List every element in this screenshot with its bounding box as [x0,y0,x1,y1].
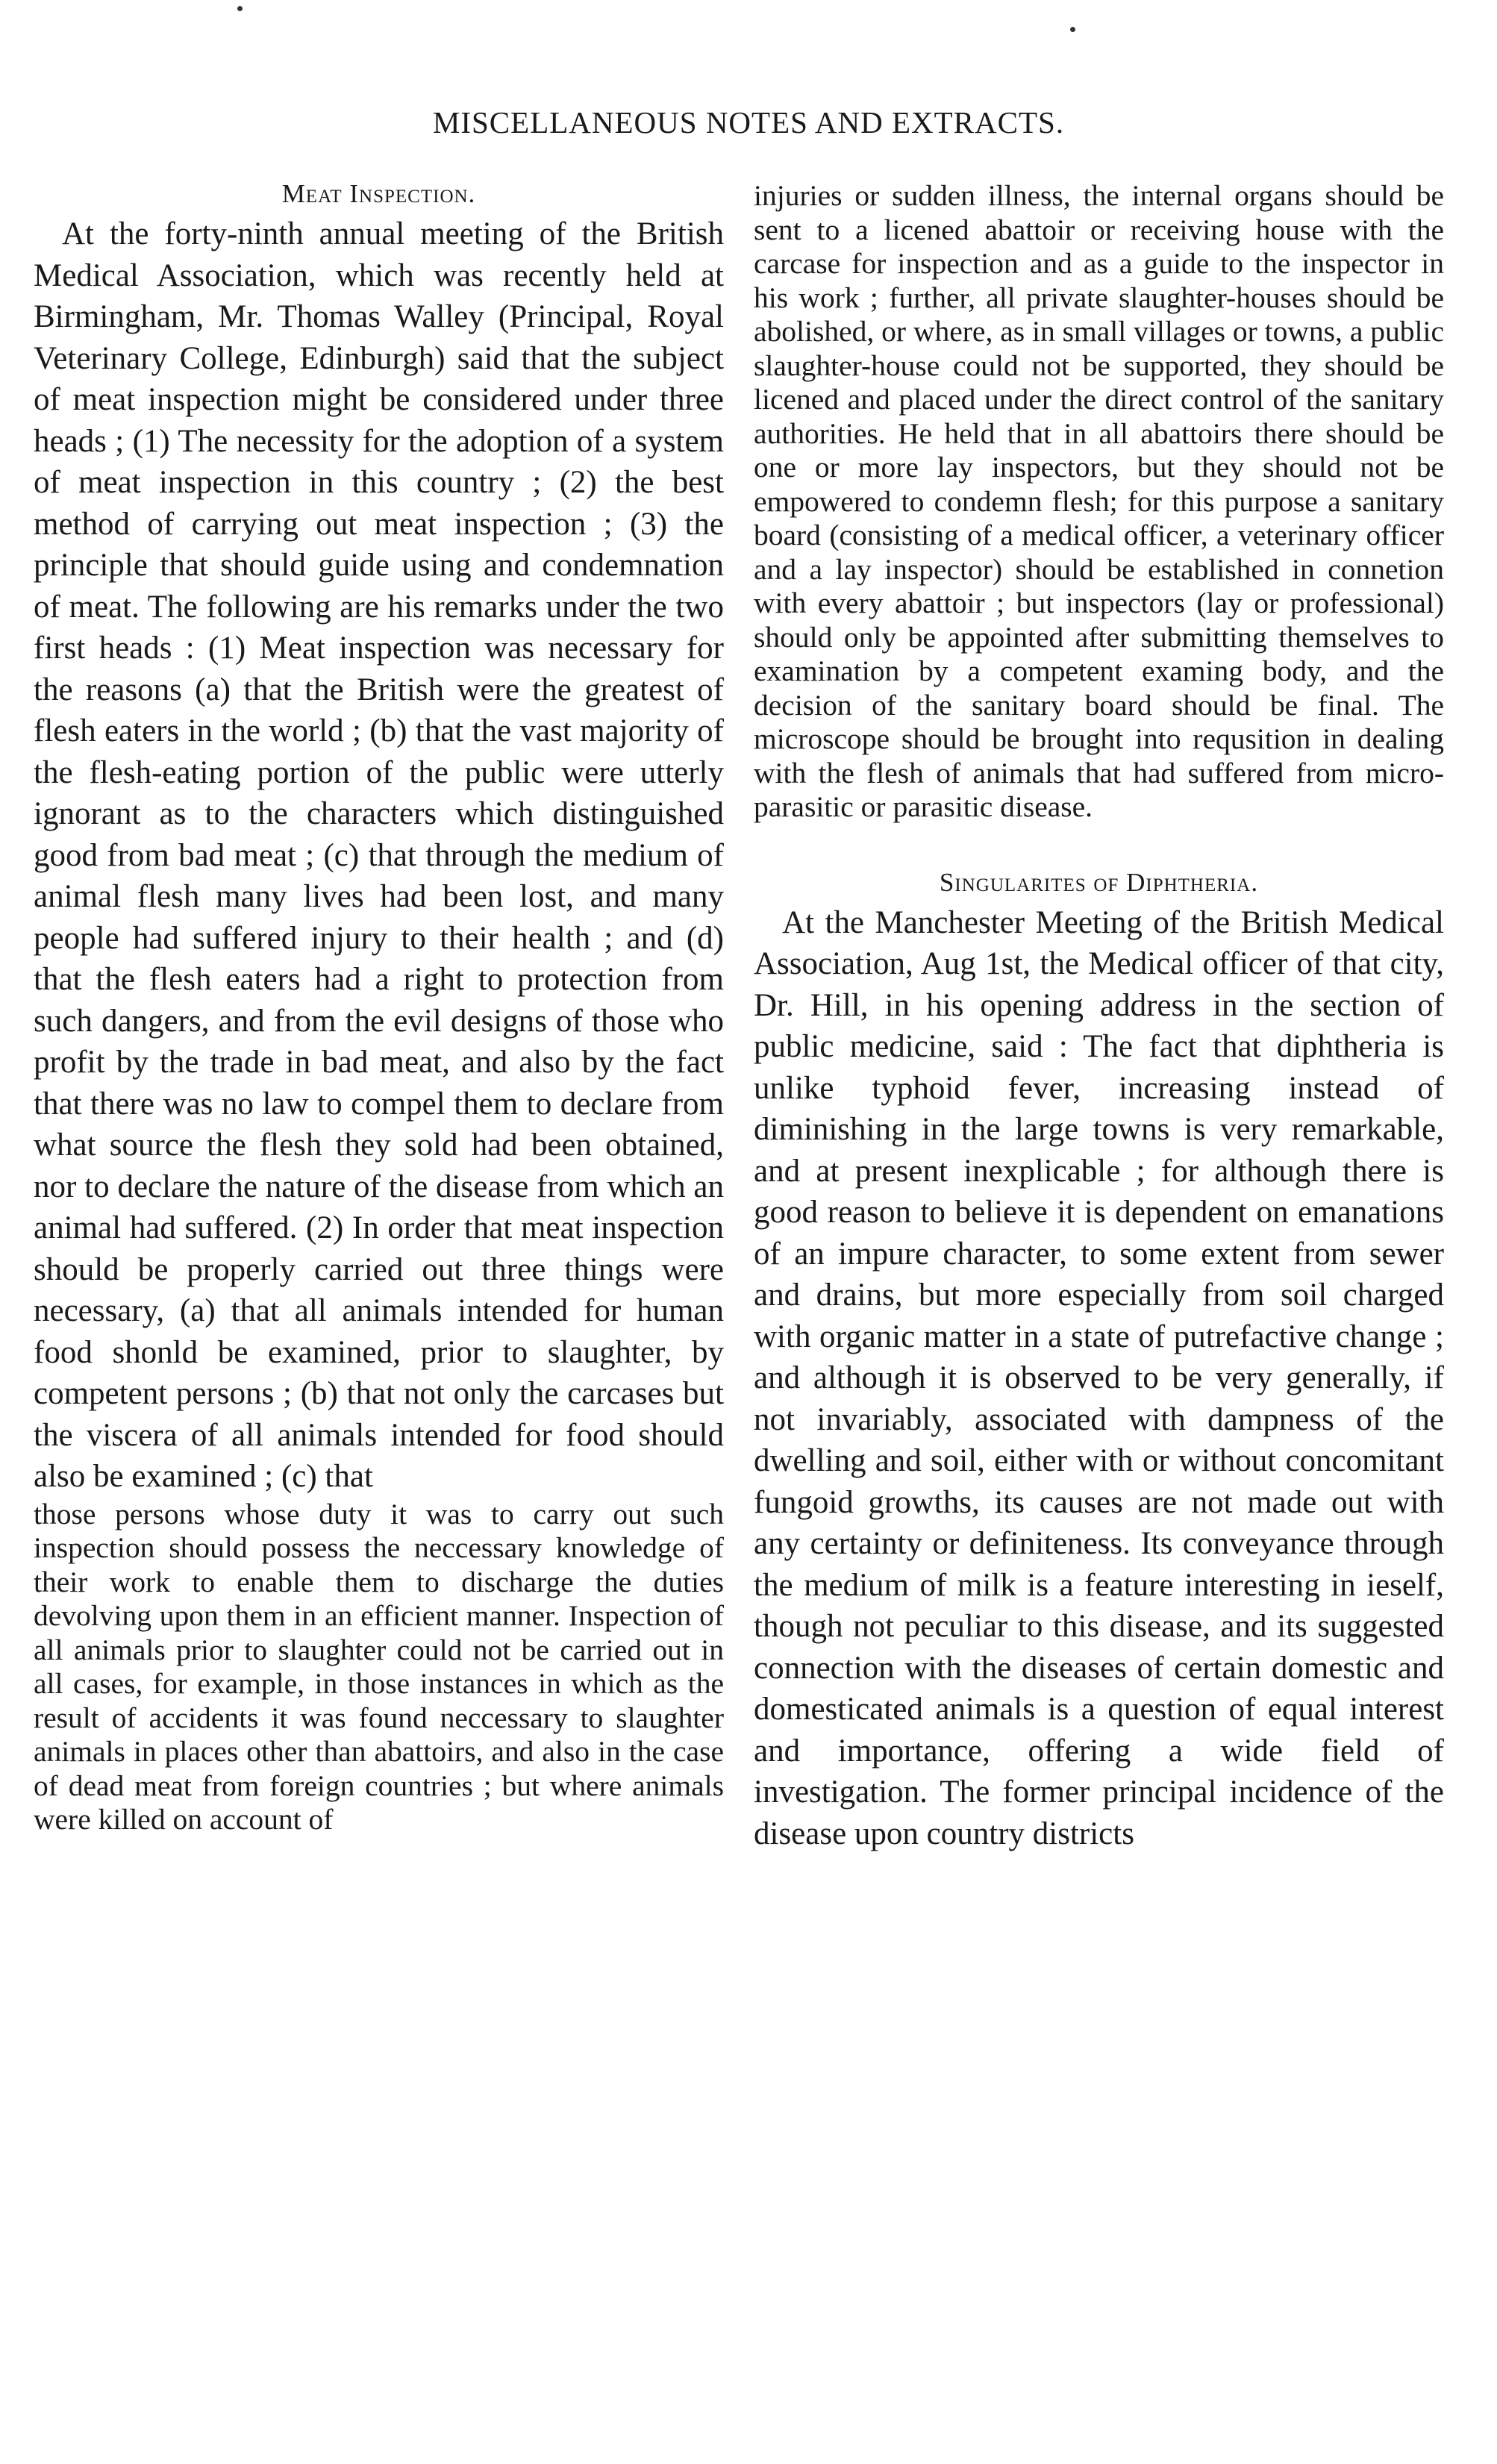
print-speck-left [237,6,243,11]
meat-inspection-paragraph-large: At the forty-ninth annual meeting of the British Medical Association, which was recently held at Birmingham, Mr. Thomas Walley (Principal, Royal Veterinary College, Edinburgh) said that the subject of meat inspection might be considered under three heads ; (1) The necessity for the adoption of a system of meat inspection in this country ; (2) the best method of carrying out meat inspection ; (3) the principle that should guide using and condemnation of meat. The following are his remarks under the two first heads : (1) Meat inspection was necessary for the reasons (a) that the British were the greatest of flesh eaters in the world ; (b) that the vast majority of the flesh-eating portion of the public were utterly ignorant as to the characters which distinguished good from bad meat ; (c) that through the medium of animal flesh many lives had been lost, and many people had suffered injury to their health ; and (d) that the flesh eaters had a right to protection from such dangers, and from the evil designs of those who profit by the trade in bad meat, and also by the fact that there was no law to compel them to declare from what source the flesh they sold had been obtained, nor to declare the nature of the disease from which an animal had suffered. (2) In order that meat inspection should be properly carried out three things were necessary, (a) that all animals intended for human food shonld be examined, prior to slaughter, by competent persons ; (b) that not only the carcases but the viscera of all animals intended for food should also be examined ; (c) that [34,216,724,1494]
section-title-meat-inspection: Meat Inspection. [281,179,476,208]
meat-inspection-paragraph-small: those persons whose duty it was to carry out such inspection should possess the neccessary knowledge of their work to enable them to discharge the duties devolving upon them in an efficient manner. Inspection of all animals prior to slaughter could not be carried out in all cases, for example, in those instances in which as the result of accidents it was found neccessary to slaughter animals in places other than abattoirs, and also in the case of dead meat from foreign countries ; but where animals were killed on account of [34,1497,724,1836]
running-head: MISCELLANEOUS NOTES AND EXTRACTS. [432,105,1065,140]
print-speck-right [1070,27,1075,32]
left-column [34,179,724,1837]
section-title-diphtheria: Singularites of Diphtheria. [939,867,1259,897]
meat-inspection-continued-paragraph: injuries or sudden illness, the internal organs should be sent to a licened abattoir or receiving house with the carcase for inspection and as a guide to the inspector in his work ; further, all private slaughter-houses should be abolished, or where, as in small villages or towns, a public slaughter-house could not be supported, they should be licened and placed under the direct control of the sanitary authorities. He held that in all abattoirs there should be one or more lay inspectors, but they should not be empowered to condemn flesh; for this purpose a sanitary board (consisting of a medical officer, a veterinary officer and a lay inspector) should be established in connetion with every abattoir ; but inspectors (lay or professional) should only be appointed after submitting themselves to examination by a competent examing body, and the decision of the sanitary board should be final. The microscope should be brought into requsition in dealing with the flesh of animals that had suffered from micro-parasitic or parasitic disease. [754,179,1444,823]
diphtheria-paragraph: At the Manchester Meeting of the British Medical Association, Aug 1st, the Medical officer of that city, Dr. Hill, in his opening address in the section of public medicine, said : The fact that diphtheria is unlike typhoid fever, increasing instead of diminishing in the large towns is very remarkable, and at present inexplicable ; for although there is good reason to believe it is dependent on emanations of an impure character, to some extent from sewer and drains, but more especially from soil charged with organic matter in a state of putrefactive change ; and although it is observed to be very generally, if not invariably, associated with dampness of the dwelling and soil, either with or without concomitant fungoid growths, its causes are not made out with any certainty or definiteness. Its conveyance through the medium of milk is a feature interesting in ieself, though not peculiar to this disease, and its suggested connection with the diseases of certain domestic and domesticated animals is a question of equal interest and importance, offering a wide field of investigation. The former principal incidence of the disease upon country districts [754,904,1444,1851]
section-gap [754,825,1444,868]
right-column [754,179,1444,1854]
